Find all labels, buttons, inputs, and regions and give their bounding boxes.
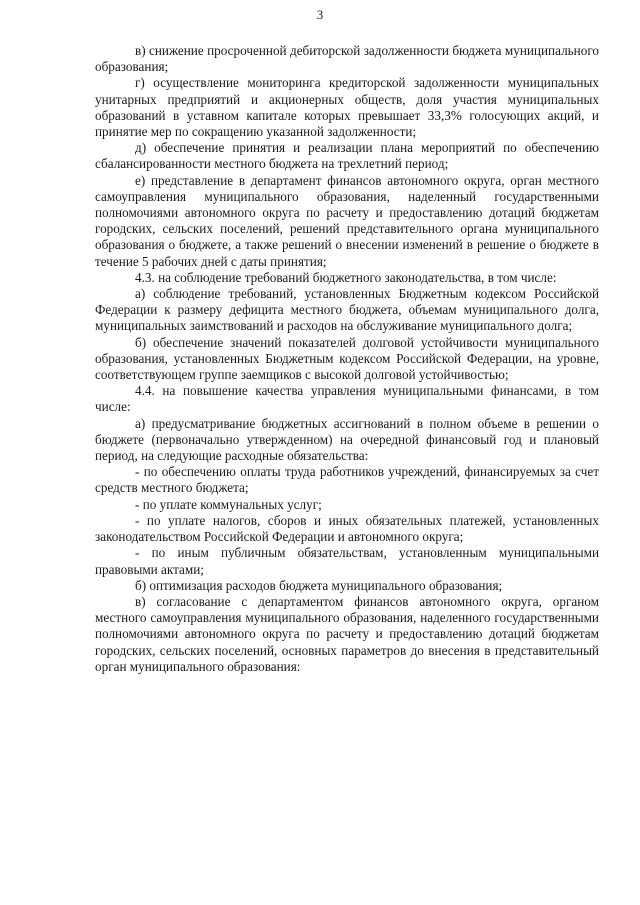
paragraph-3-v: в) снижение просроченной дебиторской задолженности бюджета муниципального образования; [95,43,599,75]
section-4-3-heading: 4.3. на соблюдение требований бюджетного законодательства, в том числе: [135,269,557,285]
paragraph-4-3-b: б) обеспечение значений показателей долговой устойчивости муниципального образования, установленных Бюджетным кодексом Российской Федерации, на уровне, соответствующем группе заемщиков с высокой долговой устойчивостью; [95,334,599,383]
paragraph-3-d: д) обеспечение принятия и реализации плана мероприятий по обеспечению сбалансированности местного бюджета на трехлетний период; [95,140,599,172]
paragraph-3-e: е) представление в департамент финансов автономного округа, орган местного самоуправления муниципального образования, наделенный государственными полномочиями автономного округа по расчету и предоставлению дотаций бюджетам городских, сельских поселений, решений представительного органа муниципального образования о бюджете, а также решений о внесении изменений в решение о бюджете в течение 5 рабочих дней с даты принятия; [95,172,599,269]
page-number: 3 [316,7,324,22]
list-item-utilities: - по уплате коммунальных услуг; [135,496,322,512]
paragraph-3-g: г) осуществление мониторинга кредиторской задолженности муниципальных унитарных предприятий и акционерных обществ, доля участия муниципальных образований в уставном капитале которых превышает 33,3% голосующих акций, и принятие мер по сокращению указанной задолженности; [95,75,599,140]
list-item-public-obligations: - по иным публичным обязательствам, установленным муниципальными правовыми актами; [95,545,599,577]
paragraph-4-4-a: а) предусматривание бюджетных ассигнований в полном объеме в решении о бюджете (первоначально утвержденном) на очередной финансовый год и плановый период, на следующие расходные обязательства: [95,415,599,464]
paragraph-4-4-b: б) оптимизация расходов бюджета муниципального образования; [135,577,503,593]
document-body [95,43,599,675]
list-item-salary: - по обеспечению оплаты труда работников учреждений, финансируемых за счет средств местного бюджета; [95,464,599,496]
list-item-taxes: - по уплате налогов, сборов и иных обязательных платежей, установленных законодательством Российской Федерации и автономного округа; [95,512,599,545]
paragraph-4-3-a: а) соблюдение требований, установленных Бюджетным кодексом Российской Федерации к размеру дефицита местного бюджета, объемам муниципального долга, муниципальных заимствований и расходов на обслуживание муниципального долга; [95,286,599,334]
section-4-4-heading: 4.4. на повышение качества управления муниципальными финансами, в том числе: [95,383,599,415]
paragraph-4-4-v: в) согласование с департаментом финансов автономного округа, органом местного самоуправления муниципального образования, наделенного государственными полномочиями автономного округа по расчету и предоставлению дотаций бюджетам городских, сельских поселений, основных параметров до внесения в представительный орган муниципального образования: [95,593,599,674]
